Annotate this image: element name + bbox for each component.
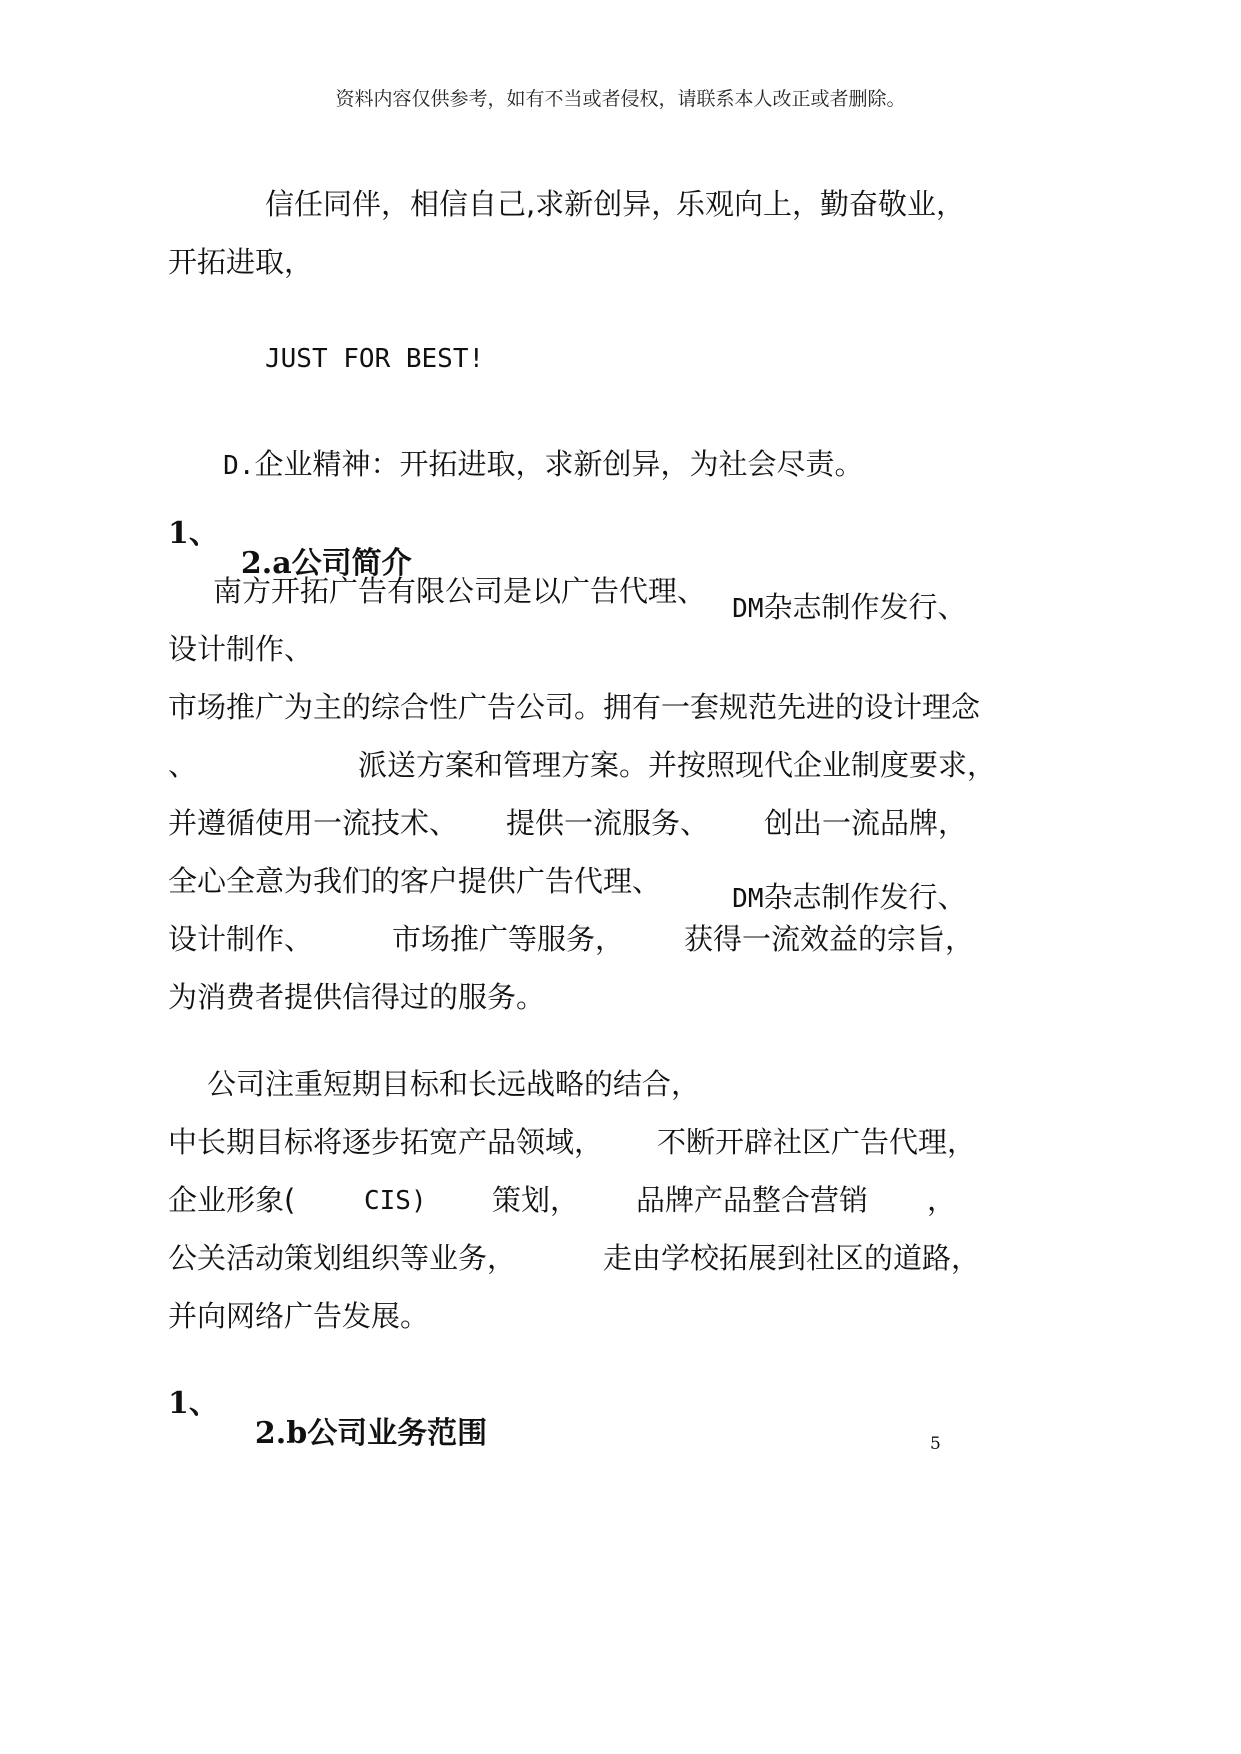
para2-line3c: 策划， [492,1183,580,1217]
para2-line1: 公司注重短期目标和长远战略的结合， [207,1067,701,1101]
para2-line3b: CIS) [364,1186,427,1216]
para1-line8: 为消费者提供信得过的服务。 [168,980,546,1014]
spirit-text: 企业精神：开拓进取，求新创异，为社会尽责。 [254,447,864,481]
para2-line2a: 中长期目标将逐步拓宽产品领域， [168,1125,604,1159]
para1-line4b: 派送方案和管理方案。并按照现代企业制度要求， [358,748,997,782]
para1-line3: 市场推广为主的综合性广告公司。拥有一套规范先进的设计理念 [168,690,981,724]
para1-line6b [722,867,967,912]
para2-line4b: 走由学校拓展到社区的道路， [603,1241,981,1275]
page-header-disclaimer: 资料内容仅供参考，如有不当或者侵权，请联系本人改正或者删除。 [335,88,906,110]
para2-line3a: 企业形象( [168,1183,296,1217]
page-number: 5 [930,1434,941,1454]
para2-line2b: 不断开辟社区广告代理， [657,1125,977,1159]
para1-line7a: 设计制作、 [168,922,314,956]
spirit-prefix: D. [223,451,255,481]
section-a-title [220,519,412,579]
para1-line7b: 市场推广等服务， [392,922,625,956]
para2-line5: 并向网络广告发展。 [168,1299,430,1333]
para1-line7c: 获得一流效益的宗旨， [684,922,975,956]
value-diligence: 勤奋敬业， [820,187,966,221]
para2-line3e: ， [927,1183,957,1217]
slogan: JUST FOR BEST! [265,344,485,374]
spirit-line [213,434,864,479]
para1-line5c: 创出一流品牌， [764,806,968,840]
value-pioneering: 开拓进取， [168,245,314,279]
section-a-number: 1、 [168,516,219,551]
para1-line5a: 并遵循使用一流技术、 [168,806,459,840]
value-trust: 信任同伴， [265,187,411,221]
section-a-code: 2.a [240,546,292,581]
section-a-heading-text: 公司简介 [291,546,412,581]
value-confidence: 相信自己,求新创异， [410,187,681,221]
para1-line1b-text: 杂志制作发行、 [763,590,967,624]
value-optimism: 乐观向上， [676,187,822,221]
section-b-title [234,1389,487,1449]
para1-line5b: 提供一流服务、 [506,806,710,840]
para1-line6a: 全心全意为我们的客户提供广告代理、 [168,864,662,898]
para2-line3d: 品牌产品整合营销 [636,1183,869,1217]
para1-dm-1: DM [732,594,764,624]
para2-line4a: 公关活动策划组织等业务， [168,1241,517,1275]
para1-line1a: 南方开拓广告有限公司是以广告代理、 [213,574,707,608]
section-b-number: 1、 [168,1386,219,1421]
section-b-code: 2.b [254,1416,308,1451]
para1-line1b [722,577,967,622]
para1-dm-2: DM [732,884,764,914]
section-b-heading-text: 公司业务范围 [307,1416,488,1451]
para1-line4a: 、 [168,748,198,782]
para1-line2: 设计制作、 [168,632,314,666]
para1-line6b-text: 杂志制作发行、 [763,880,967,914]
